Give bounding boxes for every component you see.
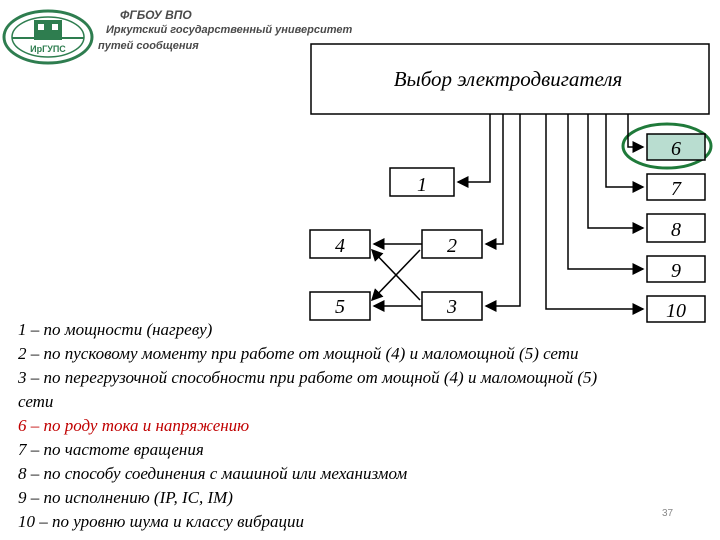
legend-item-1: 1 – по мощности (нагреву)	[18, 320, 213, 339]
main-box-label: Выбор электродвигателя	[393, 67, 623, 91]
header-university-name-cont: путей сообщения	[98, 40, 199, 52]
box-8-label: 8	[671, 219, 681, 241]
legend	[18, 318, 718, 534]
box-2-label: 2	[447, 235, 457, 257]
legend-item-6: 6 – по роду тока и напряжению	[18, 416, 250, 435]
connector-1	[458, 114, 490, 182]
legend-item-7: 7 – по частоте вращения	[18, 440, 204, 459]
box-6-label: 6	[671, 138, 681, 160]
header-org-type: ФГБОУ ВПО	[120, 8, 192, 22]
logo-text: ИрГУПС	[30, 44, 66, 54]
box-3-label: 3	[447, 296, 457, 318]
legend-item-10: 10 – по уровню шума и классу вибрации	[18, 512, 305, 531]
slide-number: 37	[662, 508, 674, 519]
cross-connectors	[372, 244, 422, 306]
legend-item-3: 3 – по перегрузочной способности при работе от мощной (4) и маломощной (5)	[18, 368, 598, 387]
legend-item-9: 9 – по исполнению (IP, IC, IM)	[18, 488, 233, 507]
legend-item-3-cont: сети	[18, 392, 54, 411]
box-9-label: 9	[671, 260, 681, 282]
legend-item-8: 8 – по способу соединения с машиной или механизмом	[18, 464, 408, 483]
box-1-label: 1	[417, 174, 427, 196]
box-10-label: 10	[666, 300, 686, 322]
box-5-label: 5	[335, 296, 345, 318]
connector-2	[486, 114, 503, 244]
header-university-name: Иркутский государственный университет	[106, 24, 353, 36]
box-4-label: 4	[335, 235, 345, 257]
legend-item-2: 2 – по пусковому моменту при работе от мощной (4) и маломощной (5) сети	[18, 344, 579, 363]
box-7-label: 7	[671, 178, 681, 200]
